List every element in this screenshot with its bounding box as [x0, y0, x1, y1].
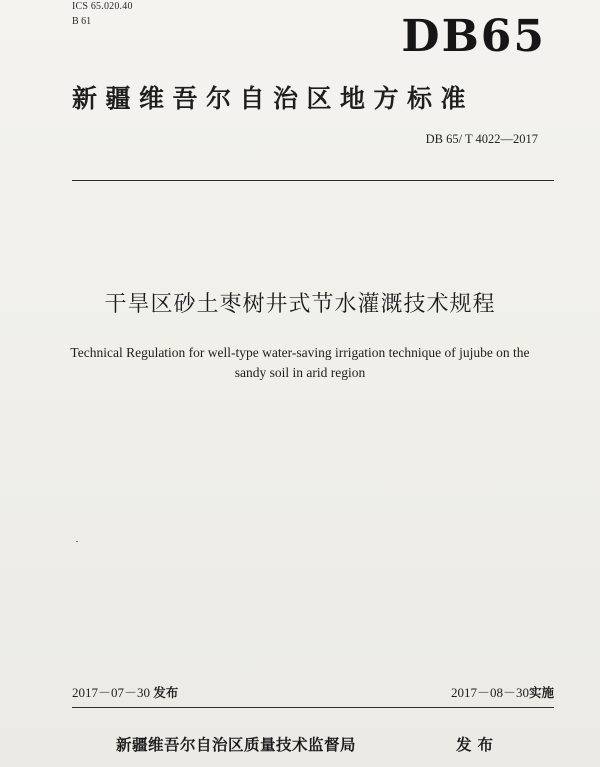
implement-date: 2017－08－30: [450, 685, 529, 700]
ics-code: ICS 65.020.40: [72, 1, 133, 12]
top-divider: [72, 180, 554, 181]
scan-speck: [76, 541, 78, 542]
title-chinese: 干旱区砂土枣树井式节水灌溉技术规程: [104, 292, 496, 317]
standard-number: DB 65/ T 4022—2017: [425, 132, 538, 146]
issue-word: 发布: [456, 736, 500, 754]
release-date-line: [72, 684, 178, 702]
implement-label: 实施: [528, 685, 554, 700]
release-date: 2017－07－30: [72, 685, 151, 700]
issuing-authority: 新疆维吾尔自治区质量技术监督局: [116, 736, 357, 754]
release-label: 发布: [153, 685, 179, 700]
implement-date-line: [451, 684, 554, 702]
db-logo: DB65: [401, 11, 546, 62]
standard-name: 新疆维吾尔自治区地方标准: [72, 84, 475, 113]
bottom-divider: [72, 707, 554, 708]
classification-code: B 61: [72, 16, 92, 27]
title-english: Technical Regulation for well-type water-saving irrigation technique of jujube on the sandy soil in arid region: [70, 345, 530, 380]
